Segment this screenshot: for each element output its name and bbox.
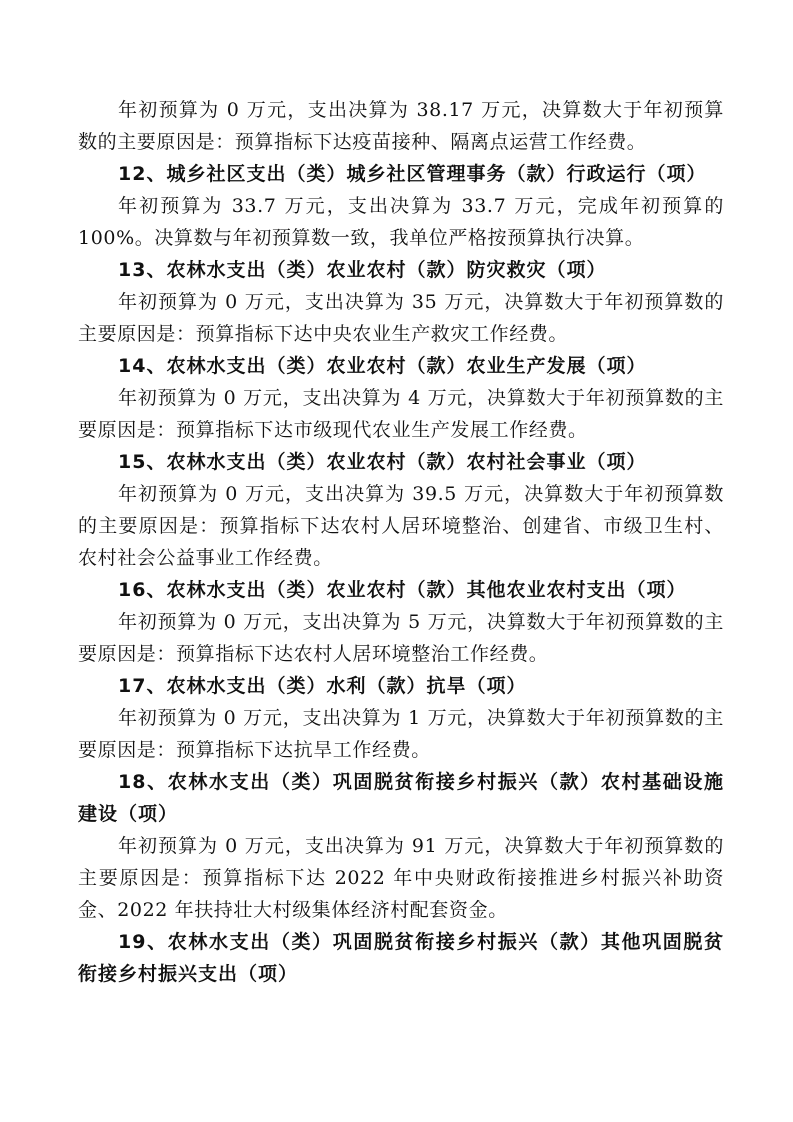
paragraph-18-body: 年初预算为 0 万元，支出决算为 91 万元，决算数大于年初预算数的主要原因是：预算指标下达 2022 年中央财政衔接推进乡村振兴补助资金、2022 年扶持壮大村级集体经济村配套资金。: [78, 835, 724, 921]
document-page: [78, 94, 724, 990]
paragraph-16-body: 年初预算为 0 万元，支出决算为 5 万元，决算数大于年初预算数的主要原因是：预算指标下达农村人居环境整治工作经费。: [78, 611, 724, 665]
heading-item-16: 16、农林水支出（类）农业农村（款）其他农业农村支出（项）: [118, 579, 687, 601]
paragraph-13-body: 年初预算为 0 万元，支出决算为 35 万元，决算数大于年初预算数的主要原因是：预算指标下达中央农业生产救灾工作经费。: [78, 291, 724, 345]
paragraph-14-body: 年初预算为 0 万元，支出决算为 4 万元，决算数大于年初预算数的主要原因是：预算指标下达市级现代农业生产发展工作经费。: [78, 387, 724, 441]
heading-item-18: 18、农林水支出（类）巩固脱贫衔接乡村振兴（款）农村基础设施建设（项）: [78, 771, 724, 825]
heading-item-17: 17、农林水支出（类）水利（款）抗旱（项）: [118, 675, 527, 697]
paragraph-17-body: 年初预算为 0 万元，支出决算为 1 万元，决算数大于年初预算数的主要原因是：预算指标下达抗旱工作经费。: [78, 707, 724, 761]
paragraph-11-body: 年初预算为 0 万元，支出决算为 38.17 万元，决算数大于年初预算数的主要原因是：预算指标下达疫苗接种、隔离点运营工作经费。: [78, 99, 724, 153]
heading-item-13: 13、农林水支出（类）农业农村（款）防灾救灾（项）: [118, 259, 607, 281]
heading-item-15: 15、农林水支出（类）农业农村（款）农村社会事业（项）: [118, 451, 647, 473]
heading-item-19: 19、农林水支出（类）巩固脱贫衔接乡村振兴（款）其他巩固脱贫衔接乡村振兴支出（项）: [78, 931, 724, 985]
heading-item-12: 12、城乡社区支出（类）城乡社区管理事务（款）行政运行（项）: [118, 163, 707, 185]
paragraph-12-body: 年初预算为 33.7 万元，支出决算为 33.7 万元，完成年初预算的 100%。决算数与年初预算数一致，我单位严格按预算执行决算。: [78, 195, 724, 249]
heading-item-14: 14、农林水支出（类）农业农村（款）农业生产发展（项）: [118, 355, 647, 377]
paragraph-15-body: 年初预算为 0 万元，支出决算为 39.5 万元，决算数大于年初预算数的主要原因是：预算指标下达农村人居环境整治、创建省、市级卫生村、农村社会公益事业工作经费。: [78, 483, 724, 569]
